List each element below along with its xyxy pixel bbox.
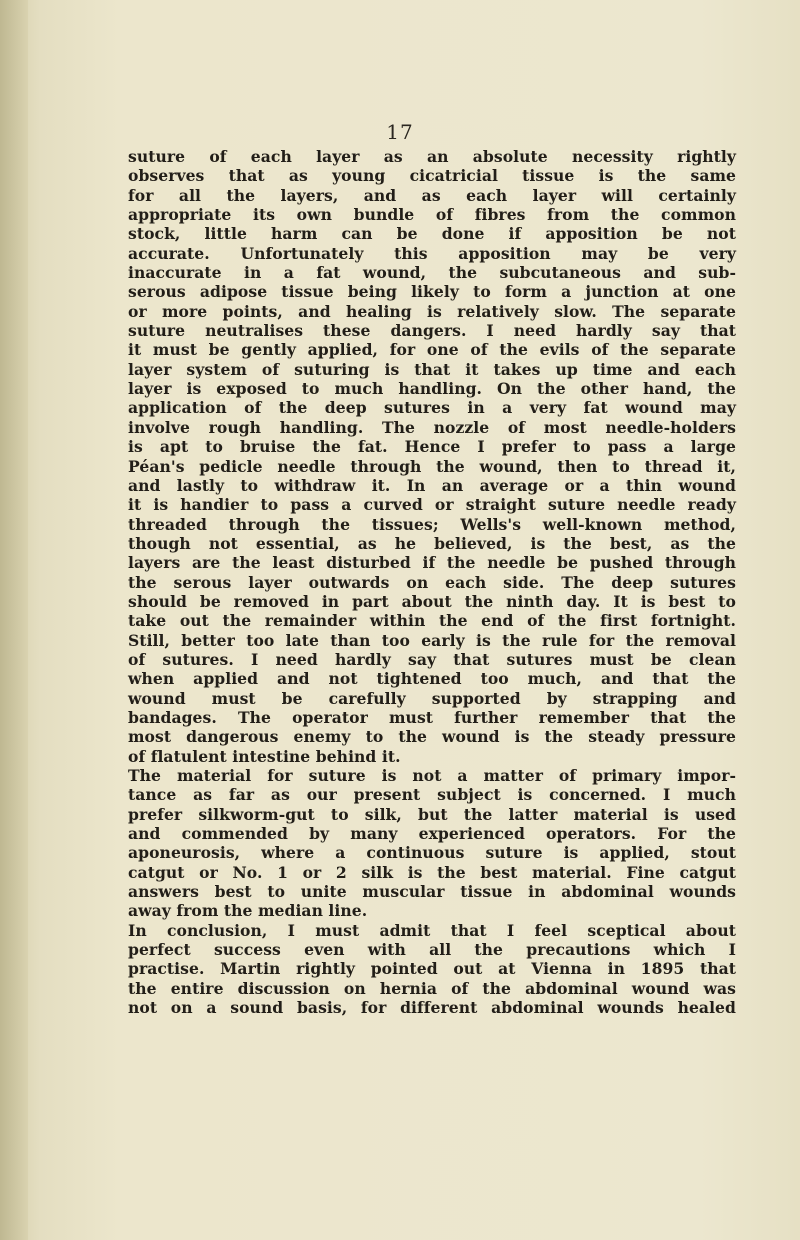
text-line: suture neutralises these dangers. I need hardly say that	[128, 321, 736, 341]
text-line: when applied and not tightened too much, and that the	[128, 669, 736, 689]
text-line: answers best to unite muscular tissue in abdominal wounds	[128, 882, 736, 902]
text-line: away from the median line.	[128, 901, 368, 921]
text-line: catgut or No. 1 or 2 silk is the best material. Fine catgut	[128, 862, 736, 882]
text-line: take out the remainder within the end of the first fortnight.	[128, 611, 736, 631]
binding-shadow	[0, 0, 28, 1240]
text-line: stock, little harm can be done if apposition be not	[128, 224, 736, 244]
text-line: bandages. The operator must further remember that the	[128, 707, 736, 727]
text-line: or more points, and healing is relatively slow. The separate	[128, 301, 736, 321]
text-line: it must be gently applied, for one of the evils of the separate	[128, 340, 736, 360]
text-line: it is handier to pass a curved or straight suture needle ready	[128, 495, 736, 515]
text-line: perfect success even with all the precautions which I	[128, 940, 736, 960]
text-line: wound must be carefully supported by strapping and	[128, 688, 736, 708]
text-line: practise. Martin rightly pointed out at Vienna in 1895 that	[128, 959, 736, 979]
text-line: most dangerous enemy to the wound is the steady pressure	[128, 727, 736, 747]
text-line: involve rough handling. The nozzle of most needle-holders	[128, 417, 736, 437]
text-line: In conclusion, I must admit that I feel sceptical about	[128, 920, 736, 940]
text-line: should be removed in part about the ninth day. It is best to	[128, 591, 736, 611]
text-line: Still, better too late than too early is the rule for the removal	[128, 630, 736, 650]
text-line: not on a sound basis, for different abdominal wounds healed	[128, 998, 736, 1018]
text-line: layer system of suturing is that it takes up time and each	[128, 359, 736, 379]
text-line: suture of each layer as an absolute necessity rightly	[128, 147, 736, 166]
text-line: Péan's pedicle needle through the wound, then to thread it,	[128, 456, 736, 476]
text-line: the serous layer outwards on each side. The deep sutures	[128, 572, 736, 592]
text-line: layers are the least disturbed if the needle be pushed through	[128, 553, 736, 573]
text-line: accurate. Unfortunately this apposition may be very	[128, 243, 736, 263]
text-line: inaccurate in a fat wound, the subcutaneous and sub-	[128, 263, 736, 283]
text-line: serous adipose tissue being likely to form a junction at one	[128, 282, 736, 302]
text-line: layer is exposed to much handling. On the other hand, the	[128, 379, 736, 399]
text-line: prefer silkworm-gut to silk, but the latter material is used	[128, 804, 736, 824]
text-line: and commended by many experienced operators. For the	[128, 824, 736, 844]
text-line: tance as far as our present subject is concerned. I much	[128, 785, 736, 805]
text-line: application of the deep sutures in a very fat wound may	[128, 398, 736, 418]
text-line: observes that as young cicatricial tissue is the same	[128, 166, 736, 186]
text-line: The material for suture is not a matter of primary impor-	[128, 766, 736, 785]
text-line: aponeurosis, where a continuous suture is applied, stout	[128, 843, 736, 863]
body-text	[128, 147, 736, 1017]
page-number: 17	[386, 120, 414, 144]
text-line: the entire discussion on hernia of the abdominal wound was	[128, 978, 736, 998]
text-line: for all the layers, and as each layer will certainly	[128, 185, 736, 205]
text-line: though not essential, as he believed, is the best, as the	[128, 533, 736, 553]
text-line: of sutures. I need hardly say that sutures must be clean	[128, 649, 736, 669]
text-line: threaded through the tissues; Wells's well-known method,	[128, 514, 736, 534]
text-line: appropriate its own bundle of fibres from the common	[128, 205, 736, 225]
text-line: of flatulent intestine behind it.	[128, 746, 401, 766]
text-line: is apt to bruise the fat. Hence I prefer to pass a large	[128, 437, 736, 457]
text-line: and lastly to withdraw it. In an average or a thin wound	[128, 475, 736, 495]
